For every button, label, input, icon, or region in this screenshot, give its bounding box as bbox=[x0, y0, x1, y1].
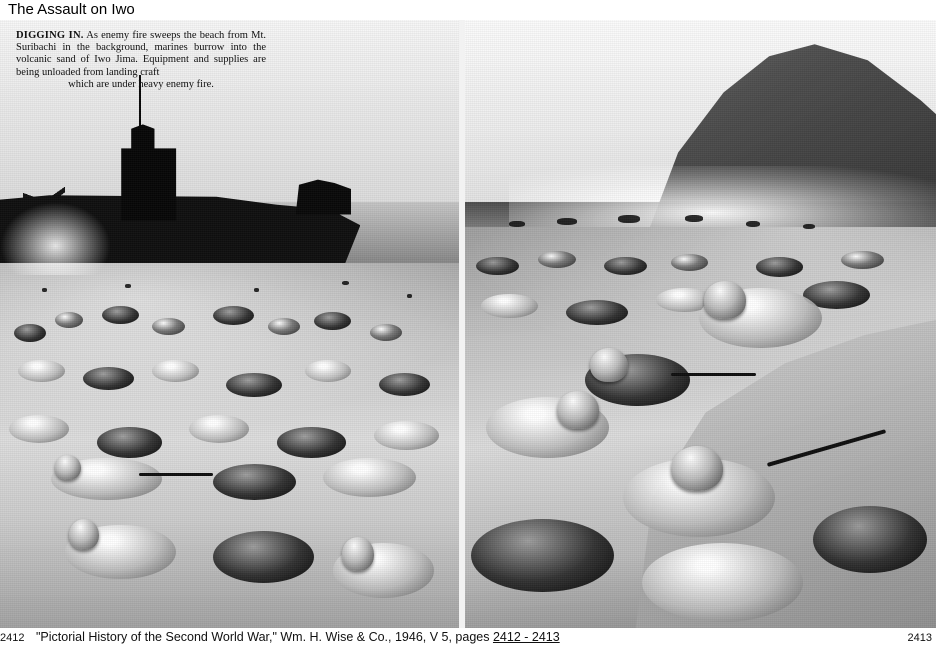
photograph-left bbox=[0, 20, 462, 628]
prone-figure bbox=[538, 251, 576, 268]
prone-figure bbox=[314, 312, 351, 330]
source-citation bbox=[36, 630, 560, 644]
helmet bbox=[55, 455, 80, 481]
beach-debris bbox=[407, 294, 412, 298]
source-prefix: "Pictorial History of the Second World War," Wm. H. Wise & Co., 1946, V 5, pages bbox=[36, 630, 493, 644]
prone-marine bbox=[642, 543, 803, 622]
caption-tail: which are under heavy enemy fire. bbox=[68, 78, 214, 90]
prone-figure bbox=[566, 300, 628, 326]
prone-figure bbox=[481, 294, 538, 318]
helmet bbox=[590, 348, 628, 382]
prone-marine bbox=[471, 519, 613, 592]
smoke-plume-left bbox=[0, 202, 111, 275]
beach-debris bbox=[42, 288, 47, 292]
landing-craft bbox=[803, 224, 815, 229]
helmet bbox=[342, 537, 374, 571]
prone-figure bbox=[55, 312, 83, 328]
photo-spread bbox=[0, 20, 936, 628]
landing-craft bbox=[618, 215, 640, 223]
prone-marine bbox=[323, 458, 415, 497]
page-gutter bbox=[459, 20, 465, 628]
equipment-pile bbox=[813, 506, 927, 573]
photograph-right bbox=[462, 20, 936, 628]
prone-figure bbox=[841, 251, 884, 269]
prone-figure bbox=[83, 367, 134, 390]
source-pages: 2412 - 2413 bbox=[492, 630, 560, 644]
helmet bbox=[671, 446, 723, 491]
landing-craft bbox=[557, 218, 577, 225]
prone-figure bbox=[102, 306, 139, 324]
caption-body: As enemy fire sweeps the beach from Mt. Suribachi in the background, marines burrow into the volcanic sand of Iwo Jima. Equipment and supplies are being unloaded from landing craft bbox=[16, 30, 267, 78]
page-footer bbox=[0, 628, 936, 657]
prone-figure bbox=[226, 373, 281, 397]
rifle bbox=[139, 473, 213, 476]
equipment-pile bbox=[213, 464, 296, 500]
landing-craft bbox=[685, 215, 703, 222]
landing-craft bbox=[509, 221, 525, 227]
beach-debris bbox=[254, 288, 259, 292]
caption-lead: DIGGING IN. bbox=[16, 30, 84, 41]
page-title: The Assault on Iwo bbox=[8, 1, 135, 18]
helmet bbox=[69, 519, 99, 551]
prone-figure bbox=[152, 318, 184, 335]
helmet bbox=[557, 391, 600, 429]
prone-figure bbox=[277, 427, 346, 457]
prone-figure bbox=[268, 318, 300, 335]
folio-right: 2413 bbox=[907, 632, 932, 644]
rifle bbox=[671, 373, 756, 376]
prone-figure bbox=[97, 427, 162, 457]
prone-figure bbox=[370, 324, 402, 341]
folio-left: 2412 bbox=[0, 632, 25, 644]
prone-marine bbox=[213, 531, 315, 583]
photo-caption bbox=[16, 30, 266, 91]
helmet bbox=[704, 281, 747, 319]
prone-figure bbox=[213, 306, 255, 325]
prone-figure bbox=[379, 373, 430, 396]
landing-craft bbox=[746, 221, 760, 227]
prone-figure bbox=[756, 257, 803, 276]
